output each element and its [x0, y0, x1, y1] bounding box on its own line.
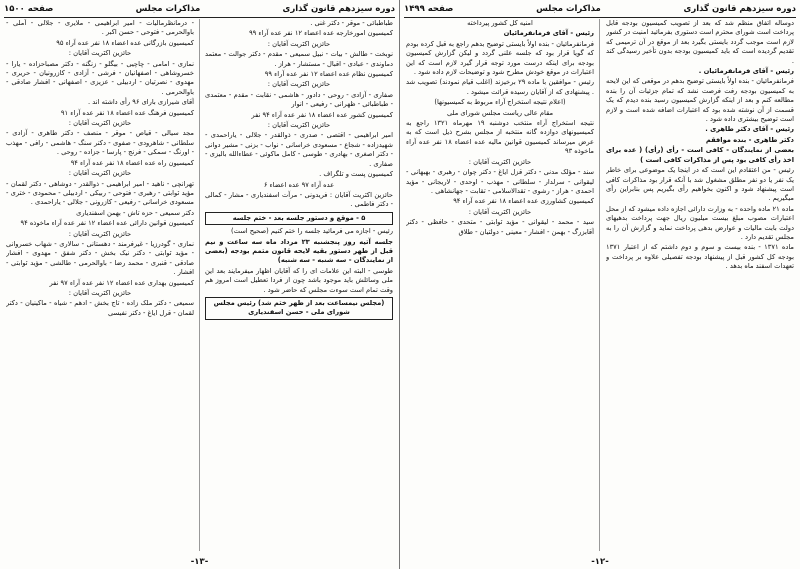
- left_page-column2-paragraph: نمازی - گودرزیا - غیرفرمند - دهستانی - سالاری - شهاب خسروانی - مؤید ثوابتی - دکتر نیک بخش - دکتر شفق - مهدوی - افشار صادقی - قنبری - محمد رضا - باوالحرمی - طالشی - مؤید ثوابتی - افشار .: [6, 239, 194, 277]
- left_page-column1-paragraph: عده آراء ۹۷ عده اعضاء ۶: [263, 180, 335, 189]
- left_page-column1-paragraph: صفاری - آزادی - روحی - دادور - هاشمی - نقابت - مقدم - معتمدی - طباطبائی - ظهرانی - رفیعی - انوار: [205, 90, 393, 109]
- right_page-column2-paragraph: فرمانفرمائیان - بنده اولاً بایستی توضیح بدهم راجع به قبل کرده بودم که گویا قرار بود که جلسه علنی گردد و لیکن گزارش کمیسیون بودجه برای اینکه درست مورد توجه قرار گیرد لازم است که این اعتبارات در موقع خودش مطرح شود و توضیحات لازم داده شود .: [406, 39, 594, 77]
- left_page-column1-paragraph: حائزین اکثریت آقایان : فریدونی - مرآت اسفندیاری - مشار - کمالی - دکتر فاطمی .: [205, 190, 393, 209]
- left_page-column1-paragraph: کمیسیون نظام عده اعضاء ۱۲ نفر عده آراء ۹۹: [264, 70, 393, 79]
- right_page-column1-paragraph: رئیس - آقای دکتر طاهری .: [705, 125, 794, 134]
- left_page-column1-paragraph: حائزین اکثریت آقایان :: [267, 121, 331, 130]
- right_page-column1-paragraph: رئیس - آقای فرمانفرمائیان .: [698, 67, 794, 76]
- right-header-rule: [404, 17, 796, 18]
- left_page-column1-paragraph: جلسه آتیه روز پنجشنبه ۲۳ مرداد ماه سه ساعت و نیم قبل از ظهر دستور بقیه لایحه قانون متمم بودجه (بعضی از نمایندگان - سه شنبه - سه شنبه): [205, 237, 393, 265]
- left_page-column2-paragraph: تهرانچی - ناهید - امیر ابراهیمی - ذوالقدر - دوشاهی - دکتر لقمان - مؤید ثوابتی - رهبری - فتوحی - ربیکی - اردبیلی - محمودی - ختری - مسعودی خراسانی - رفیعی - کازرونی - جلالی - یاراحمدی .: [6, 179, 194, 207]
- left-footer-page-number: -۱۳-: [190, 557, 209, 567]
- left_page-column2-paragraph: سمیعی - دکتر ملک زاده - تاج بخش - ادهم - شیاه - ماکینیان - دکتر لقمان - قرل ایاغ - دکتر نفیسی: [6, 299, 194, 317]
- left-header-rule: [4, 17, 395, 18]
- right_page-column2-paragraph: امنیه کل کشور پیرداخته: [467, 19, 533, 27]
- left_page-column2-paragraph: دکتر سمیعی - حزه تاش - بهمن اسفندیاری: [76, 208, 194, 217]
- right_page-column2-paragraph: رئیس - موافقین با ماده ۲۹ برخیزند (اغلب قیام نمودند) تصویب شد . پیشنهادی که از آقایان رسیده قرائت میشود .: [406, 78, 594, 96]
- left_page-column1-paragraph: امیر ابراهیمی - اقتصی - صدری - ذوالقدر - جلالی - یاراحمدی - شهیدزاده - شجاع - مسعودی خراسانی - نواب - بزنی - مشیر دوانی - دکتر اصغری - بهادری - طوسی - کامل ماکوئی - عطاءالله بالیزی - صفاری .: [205, 131, 393, 168]
- left_page-column1-paragraph: رئیس - اجازه می فرمائید جلسه را ختم کنیم (صحیح است): [231, 227, 393, 236]
- left_page-column2-paragraph: حائزین اکثریت آقایان :: [68, 229, 132, 238]
- left_page-column1-paragraph: طوسی - البته این علامات ای را که آقایان اظهار میفرمایند بعد این ملی وسائلش باید موجود باشد چون از فردا تعطیل است امروز هم وقت تمام است سوءت مجلس که حاضر شود .: [205, 266, 393, 294]
- right_page-column2-paragraph: مقام عالی ریاست مجلس شورای ملی: [446, 108, 554, 117]
- left_page-column2-paragraph: کمیسیون بهداری عده اعضاء ۱۲ نفر عده آراء ۹۷ نفر: [49, 278, 194, 287]
- right-header-title: مذاکرات مجلس: [536, 4, 601, 14]
- left_page-column2-paragraph: حائزین اکثریت آقایان :: [68, 288, 132, 297]
- right-page: [400, 0, 800, 569]
- right_page-column2-paragraph: سند - مؤلک مدنی - دکتر قزل ایاغ - دکتر چوان - رهبری - بهبهانی - لیقوانی - سرلدار - سلطانی - مهذب - اوحدی - لاریجانی - مؤید احمدی - هراز - رشوی - تقدالاسلامی - تقابت - جهانشاهی .: [406, 168, 594, 195]
- left-page-number: صفحه ۱۵۰۰: [4, 4, 54, 14]
- left_page-column1-paragraph: طباطبائی - موقر - دکتر غنی .: [310, 19, 393, 27]
- right-column-1: [606, 19, 794, 551]
- right_page-column2-paragraph: سید - محمد - لیقوانی - مؤید ثوابتی - متحدی - حافظی - دکتر آقابزرگ - بهمن - افشار - معینی - دولتیان - طلاق: [406, 218, 594, 236]
- right-page-header: [404, 2, 796, 16]
- left-column-divider: [199, 19, 200, 551]
- left_page-column2-paragraph: کمیسیون بازرگانی عده اعضاء ۱۸ نفر عده آراء ۹۵: [56, 38, 194, 47]
- left_page-column2-paragraph: آقای شیرازی بارای ۹۶ رأی داشته اند .: [88, 98, 194, 107]
- right-page-number: صفحه ۱۴۹۹: [404, 4, 454, 14]
- left_page-column2-paragraph: - درمانظرمالیات - امیر ابراهیمی - ملایری - جلالی - آملی - باوالحرمی - فتوحی - حسن اکبر .: [6, 19, 194, 37]
- left_page-column1-paragraph: کمیسیون کشور عده اعضاء ۱۸ نفر عده آراء ۹۴ نفر: [251, 110, 393, 119]
- left_page-column2-paragraph: کمیسیون راه عده اعضاء ۱۸ نفر عده آراء ۹۴: [70, 158, 194, 167]
- right-session-title: دوره سیزدهم قانون گذاری: [683, 4, 796, 14]
- left-session-title: دوره سیزدهم قانون گذاری: [282, 4, 395, 14]
- left_page-column1-paragraph: (مجلس نیمساعت بعد از ظهر ختم شد) رئیس مجلس شورای ملی - حسن اسفندیاری: [205, 297, 393, 320]
- right_page-column2-paragraph: حائزین اکثریت آقایان :: [468, 157, 532, 166]
- left-column-1: [205, 19, 393, 551]
- right_page-column2-paragraph: کمیسیون کشاورزی عده اعضاء ۱۸ نفر عده آراء ۹۴: [453, 197, 594, 206]
- right_page-column1-paragraph: فرمانفرمائیان - بنده اولاً بایستی توضیح بدهم در موقعی که این لایحه به کمیسیون بودجه رفت فرصت نشد که تمام جزئیات آن را بنده مطالعه کنم و بعد از اینکه گزارش کمیسیون رسید بنده دیدم که یک قسمت از آن نوشته شده بود که اعتبارات اضافه شده است و لازم است توضیح بیشتری داده شود .: [606, 77, 794, 124]
- right_page-column2-paragraph: حائزین اکثریت آقایان :: [468, 207, 532, 216]
- left_page-column2-paragraph: حائزین اکثریت آقایان :: [68, 169, 132, 178]
- right_page-column1-paragraph: ماده ۲۱ ماده واحده - به وزارت دارائی اجازه داده میشود که از محل اعتبارات مصوب مبلغ بیست میلیون ریال جهت پرداخت بدهیهای دولت بابت مالیات و عوارض بدهی پرداخت نماید و گزارش آن را به مجلس تقدیم دارد .: [606, 204, 794, 241]
- left_page-column1-paragraph: کمیسیون امورخارجه عده اعضاء ۱۲ نفر عده آراء ۹۹: [249, 29, 393, 38]
- left_page-column2-paragraph: حائزین اکثریت آقایان :: [68, 119, 132, 128]
- left_page-column1-paragraph: کمیسیون پست و تلگراف .: [319, 170, 393, 179]
- right_page-column1-paragraph: ماده ۱۳۷۱ - بنده بیست و سوم و دوم داشتم که از اعتبار ۱۳۷۱ بودجه کل کشور قبل از پیشنهاد بودجه تفصیلی علاوه بر پرداخت و تعهدات اسفند ماه بدهد .: [606, 243, 794, 271]
- right_page-column2-paragraph: (اعلام نتیجه استخراج آراء مربوط به کمیسیونها): [434, 98, 566, 107]
- right-footer-page-number: -۱۲-: [591, 557, 609, 567]
- left-header-title: مذاکرات مجلس: [135, 4, 201, 14]
- left_page-column1-paragraph: ۵ - موقع و دستور جلسه بعد - ختم جلسه: [205, 212, 393, 225]
- left_page-column1-paragraph: حائزین اکثریت آقایان :: [267, 39, 331, 48]
- left_page-column2-paragraph: کمیسیون فرهنگ عده اعضاء ۱۸ نفر عده آراء ۹۱: [60, 108, 194, 117]
- left-column-2: [6, 19, 194, 551]
- right_page-column1-paragraph: دوساله اتفاق منظم شد که بعد از تصویب کمیسیون بودجه قابل پرداخت است شورای محترم است دستوری بفرمائید امنیت در کشور لازم است موجب گردد بایستی بگیرد بعد از موقع در آن ترمیمی که تقدیم گردیده است که باید کمیسیون بودجه بدون تأخیر رسیدگی کند .: [606, 19, 794, 65]
- left_page-column1-paragraph: حائزین اکثریت آقایان :: [267, 80, 331, 89]
- right_page-column2-paragraph: نتیجه استخراج آراء منتخب دوشنبه ۱۹ مهرماه ۱۳۲۱ راجع به کمیسیونهای دوازده گانه منتخبه از مجلس بشرح ذیل است که به عرض میرساند کمیسیون قوانین مالیه عده اعضاء ۱۸ نفر عده آراء ماخوذه ۹۳: [406, 119, 594, 156]
- right_page-column2-paragraph: رئیس - آقای فرمانفرمائیان: [503, 29, 594, 38]
- left_page-column1-paragraph: نوبخت - طالش - بیات - نبیل سمیعی - مقدم - دکتر جوالت - معتمد دماوندی - عبادی - اقبال - مستشار - هراز .: [205, 50, 393, 68]
- left-page-header: [4, 2, 395, 16]
- right-column-divider: [599, 19, 600, 551]
- right_page-column1-paragraph: رئیس - من اعتقادم این است که در اینجا یک موضوعی برای خاطر یک نفر یا دو نفر مطلق مشغول شد با آنکه قرار بود مذاکرات کافی است پیشنهاد شود و اکنون بخواهیم رأی بگیریم پس بنابراین رأی میگیریم .: [606, 166, 794, 203]
- right_page-column1-paragraph: بعضی از نمایندگان - کافی است - رأی (رأی) ( عده برای اخذ رأی کافی بود پس از مذاکرات کافی است ): [606, 146, 794, 164]
- right-column-2: [406, 19, 594, 551]
- left_page-column2-paragraph: مجد سیالی - قیاص - موقر - منصف - دکتر طاهری - آزادی - سلطانی - شاهرودی - صفوی - دکتر سنگ - هاشمی - رافی - مهذب - اورنگ - سمکی - فرنج - پارسا - جزاده - روحی .: [6, 129, 194, 157]
- left_page-column2-paragraph: حائزین اکثریت آقایان :: [68, 49, 132, 58]
- right_page-column1-paragraph: دکتر طاهری - بنده موافقم: [705, 135, 794, 144]
- left_page-column2-paragraph: نمازی - امامی - چاچیی - بیگلو - زنگنه - دکتر مصباحزاده - یارا - خسروشاهی - اصفهانیان - فرشی - آزادی - کازرونیان - حریری - مهدوی - نصرتیان - اردبیلی - عزیزی - اصفهانی - افشار صادقی - باوالحرمی .: [6, 59, 194, 96]
- left_page-column2-paragraph: کمیسیون قوانین دارائی عده اعضاء ۱۲ نفر عده آراء ماخوذه ۹۴: [20, 219, 194, 228]
